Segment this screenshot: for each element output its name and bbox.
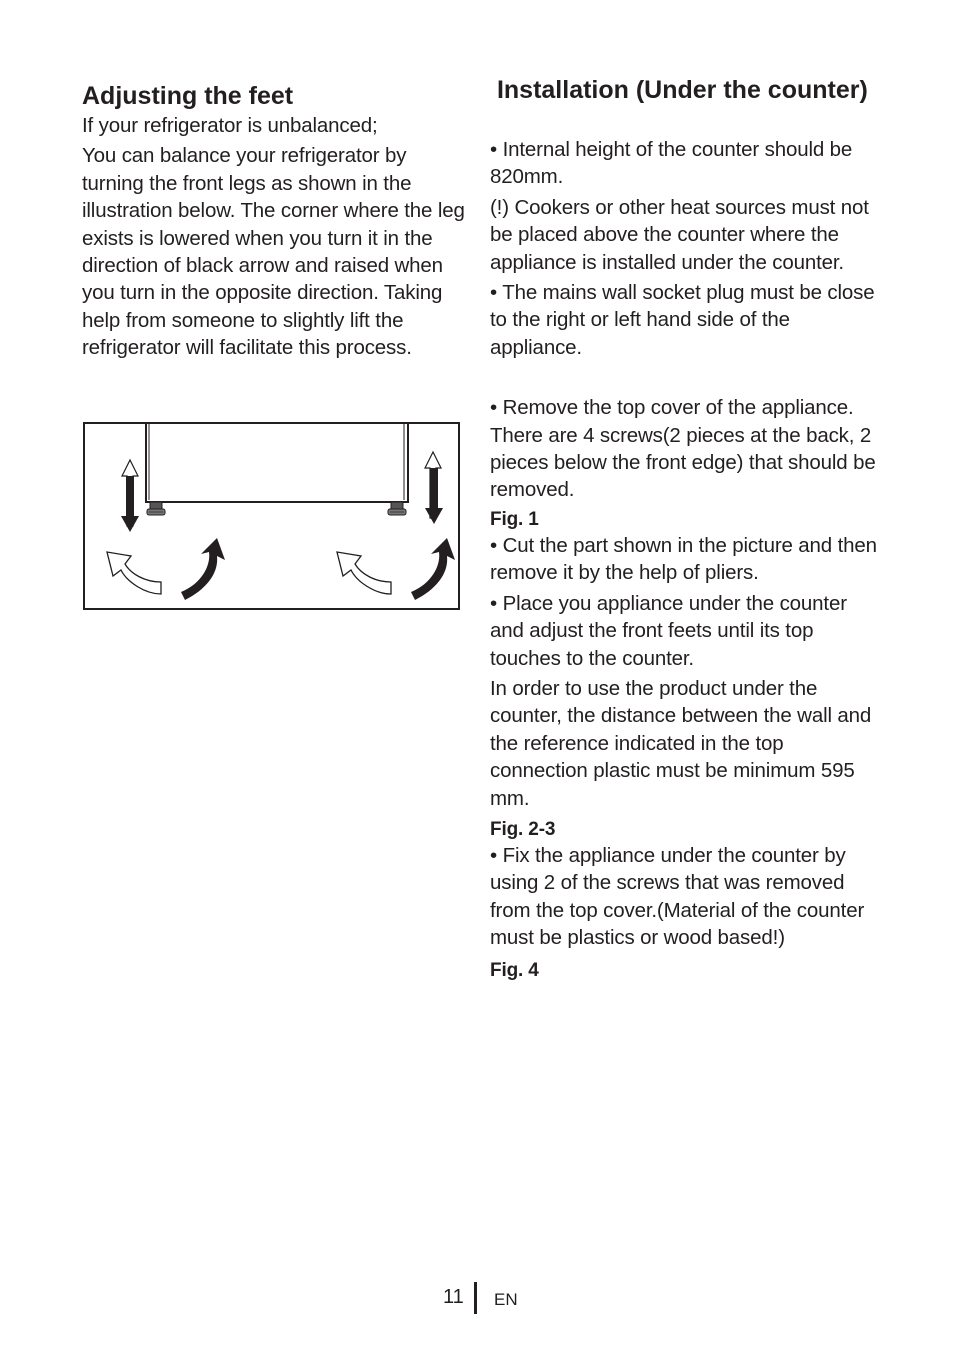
refrigerator-body-icon [146,424,408,502]
figure-label-fig-1: Fig. 1 [490,508,539,530]
right-column [490,76,880,983]
paragraph-wall-socket: • The mains wall socket plug must be close to the right or left hand side of the appliance. [490,281,875,359]
paragraph-remove-top-cover: • Remove the top cover of the appliance. There are 4 screws(2 pieces at the back, 2 pieces below the front edge) that should be removed. [490,396,876,502]
paragraph-place-appliance: • Place you appliance under the counter and adjust the front feets until its top touches to the counter. [490,591,847,670]
paragraph-internal-height: • Internal height of the counter should be 820mm. [490,138,853,189]
feet-adjustment-svg [85,424,458,608]
figure-label-fig-2-3: Fig. 2-3 [490,818,556,840]
left-outline-rotate-arrow-icon [107,552,161,594]
section-heading-adjusting-feet: Adjusting the feet [82,82,294,110]
right-down-arrow-icon [425,468,443,524]
figure-label-fig-4: Fig. 4 [490,959,539,981]
paragraph-unbalanced: If your refrigerator is unbalanced; [82,114,378,137]
page-footer [0,1282,954,1316]
right-outline-rotate-arrow-icon [337,552,391,594]
paragraph-balance-instructions: You can balance your refrigerator by turning the front legs as shown in the illustration below. The corner where the leg exists is lowered when you turn it in the direction of black arrow and raised when you turn in the opposite direction. Taking help from someone to slightly lift the refrigerator will facilitate this process. [82,144,465,360]
left-column [82,82,466,362]
left-black-rotate-arrow-icon [181,538,225,600]
feet-adjustment-illustration [83,422,460,610]
left-foot-icon [147,502,165,515]
right-foot-icon [388,502,406,515]
paragraph-heat-sources-warning: (!) Cookers or other heat sources must not be placed above the counter where the appliance is installed under the counter. [490,195,869,274]
paragraph-fix-appliance: • Fix the appliance under the counter by using 2 of the screws that was removed from the top cover.(Material of the counter must be plastics or wood based!) [490,843,865,950]
language-code: EN [494,1290,518,1309]
left-down-arrow-icon [121,476,139,532]
footer-divider [474,1282,477,1314]
paragraph-cut-part: • Cut the part shown in the picture and then remove it by the help of pliers. [490,533,877,585]
section-heading-installation: Installation (Under the counter) [490,76,868,104]
paragraph-wall-distance: In order to use the product under the counter, the distance between the wall and the reference indicated in the top connection plastic must be minimum 595 mm. [490,676,872,810]
page-number: 11 [443,1286,464,1308]
right-black-rotate-arrow-icon [411,538,455,600]
